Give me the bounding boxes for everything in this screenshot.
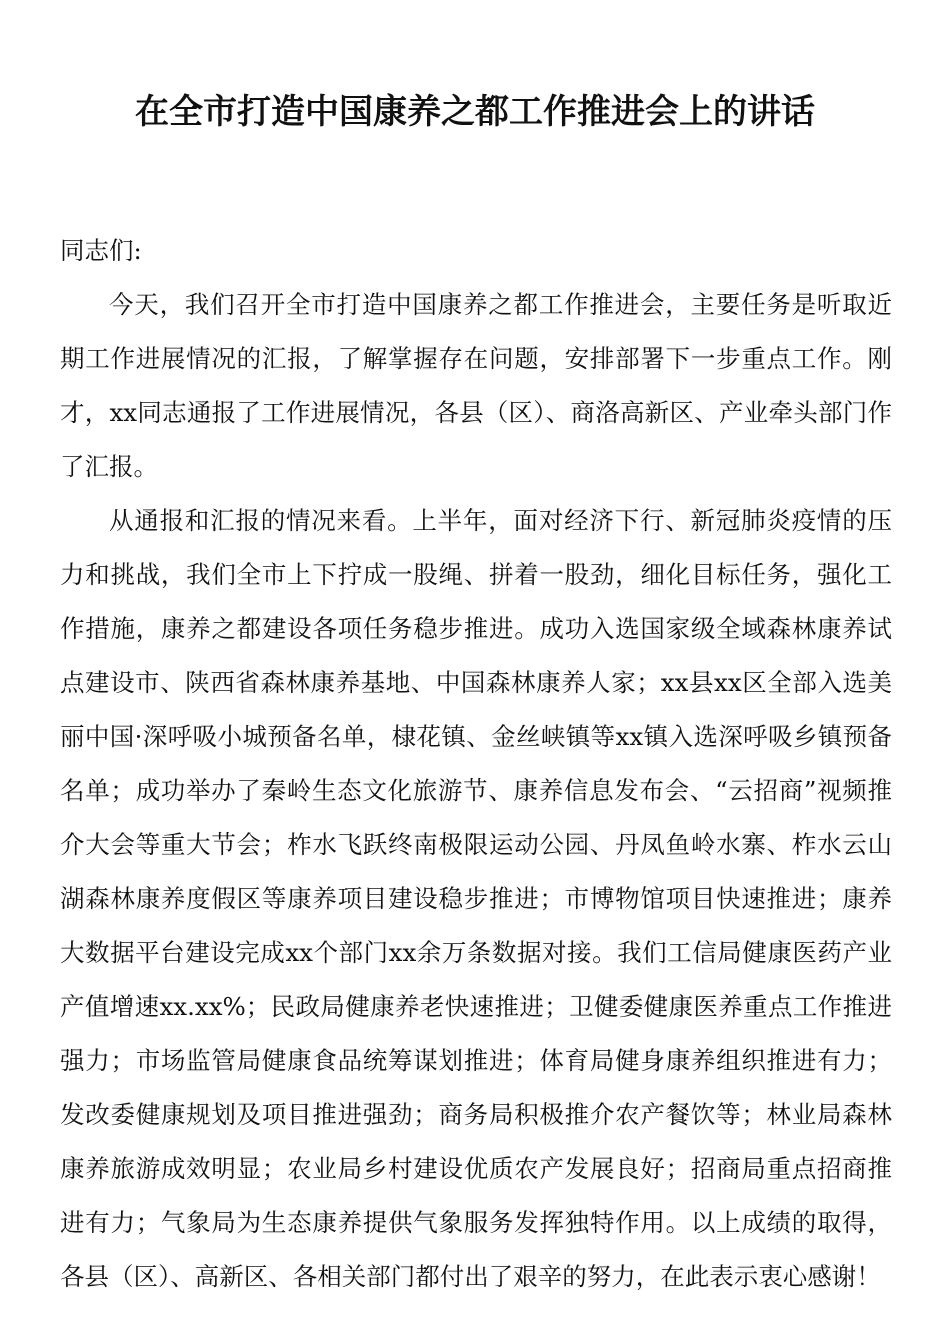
paragraph-opening: 今天，我们召开全市打造中国康养之都工作推进会，主要任务是听取近期工作进展情况的汇报，了解掌握存在问题，安排部署下一步重点工作。刚才，xx同志通报了工作进展情况，各县（区）、商洛高新区、产业牵头部门作了汇报。 <box>60 290 892 481</box>
salutation: 同志们: <box>60 236 142 265</box>
document-body <box>60 224 892 1304</box>
paragraph-achievements: 从通报和汇报的情况来看。上半年，面对经济下行、新冠肺炎疫情的压力和挑战，我们全市上下拧成一股绳、拼着一股劲，细化目标任务，强化工作措施，康养之都建设各项任务稳步推进。成功入选国家级全域森林康养试点建设市、陕西省森林康养基地、中国森林康养人家；xx县xx区全部入选美丽中国·深呼吸小城预备名单，棣花镇、金丝峡镇等xx镇入选深呼吸乡镇预备名单；成功举办了秦岭生态文化旅游节、康养信息发布会、“云招商”视频推介大会等重大节会；柞水飞跃终南极限运动公园、丹凤鱼岭水寨、柞水云山湖森林康养度假区等康养项目建设稳步推进；市博物馆项目快速推进；康养大数据平台建设完成xx个部门xx余万条数据对接。我们工信局健康医药产业产值增速xx.xx%；民政局健康养老快速推进；卫健委健康医养重点工作推进强力；市场监管局健康食品统筹谋划推进；体育局健身康养组织推进有力；发改委健康规划及项目推进强劲；商务局积极推介农产餐饮等；林业局森林康养旅游成效明显；农业局乡村建设优质农产发展良好；招商局重点招商推进有力；气象局为生态康养提供气象服务发挥独特作用。以上成绩的取得，各县（区）、高新区、各相关部门都付出了艰辛的努力，在此表示衷心感谢！ <box>60 506 892 1291</box>
document-title: 在全市打造中国康养之都工作推进会上的讲话 <box>135 92 815 132</box>
